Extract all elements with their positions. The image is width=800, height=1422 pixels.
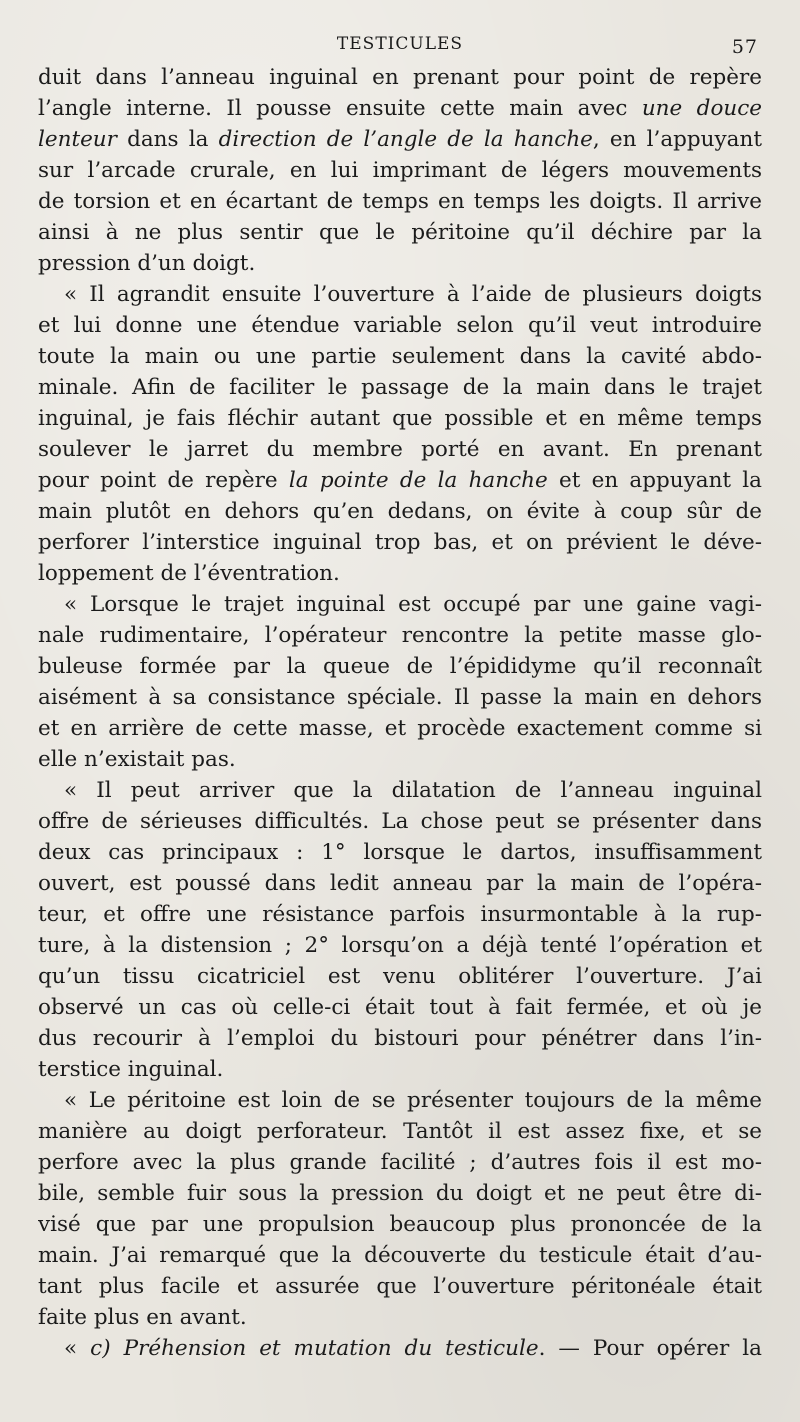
text-line — [38, 1302, 762, 1333]
text-line — [38, 155, 762, 186]
text-segment: teur, et offre une résistance parfois insurmontable à la rup- — [38, 902, 762, 927]
text-segment: bile, semble fuir sous la pression du doigt et ne peut être di- — [38, 1181, 762, 1206]
text-line — [38, 744, 762, 775]
italic-text: direction de l’angle de la hanche — [218, 127, 593, 152]
text-line — [38, 992, 762, 1023]
text-segment: aisément à sa consistance spéciale. Il passe la main en dehors — [38, 685, 762, 710]
text-segment: duit dans l’anneau inguinal en prenant pour point de repère — [38, 65, 762, 90]
text-line — [38, 1147, 762, 1178]
text-line — [38, 775, 762, 806]
body-text — [38, 62, 762, 1364]
text-line — [38, 527, 762, 558]
text-segment: pour point de repère — [38, 468, 289, 493]
text-segment: elle n’existait pas. — [38, 747, 236, 772]
text-segment: l’angle interne. Il pousse ensuite cette main avec — [38, 96, 642, 121]
text-segment: « — [64, 1336, 91, 1361]
text-line — [38, 1240, 762, 1271]
text-segment: dus recourir à l’emploi du bistouri pour pénétrer dans l’in- — [38, 1026, 762, 1051]
text-line — [38, 713, 762, 744]
text-line — [38, 961, 762, 992]
text-segment: perfore avec la plus grande facilité ; d’autres fois il est mo- — [38, 1150, 762, 1175]
text-line — [38, 403, 762, 434]
page-header — [38, 30, 762, 62]
text-line — [38, 868, 762, 899]
text-segment: offre de sérieuses difficultés. La chose peut se présenter dans — [38, 809, 762, 834]
text-line — [38, 1085, 762, 1116]
italic-text: lenteur — [38, 127, 117, 152]
text-line — [38, 496, 762, 527]
text-segment: inguinal, je fais fléchir autant que possible et en même temps — [38, 406, 762, 431]
text-line — [38, 682, 762, 713]
text-segment: ouvert, est poussé dans ledit anneau par la main de l’opéra- — [38, 871, 762, 896]
text-line — [38, 589, 762, 620]
text-segment: et lui donne une étendue variable selon qu’il veut introduire — [38, 313, 762, 338]
text-segment: toute la main ou une partie seulement dans la cavité abdo- — [38, 344, 762, 369]
text-line — [38, 930, 762, 961]
text-segment: perforer l’interstice inguinal trop bas, et on prévient le déve- — [38, 530, 762, 555]
text-line — [38, 620, 762, 651]
text-line — [38, 310, 762, 341]
text-line — [38, 93, 762, 124]
italic-text: c) Préhension et mutation du testicule — [90, 1336, 539, 1361]
text-segment: buleuse formée par la queue de l’épididyme qu’il reconnaît — [38, 654, 762, 679]
text-segment: « Le péritoine est loin de se présenter toujours de la même — [64, 1088, 762, 1113]
text-line — [38, 217, 762, 248]
text-segment: nale rudimentaire, l’opérateur rencontre la petite masse glo- — [38, 623, 762, 648]
text-segment: deux cas principaux : 1° lorsque le dartos, insuffisamment — [38, 840, 762, 865]
running-title: TESTICULES — [336, 34, 464, 54]
text-segment: de torsion et en écartant de temps en temps les doigts. Il arrive — [38, 189, 762, 214]
text-line — [38, 1178, 762, 1209]
text-segment: pression d’un doigt. — [38, 251, 256, 276]
text-line — [38, 806, 762, 837]
text-segment: main. J’ai remarqué que la découverte du testicule était d’au- — [38, 1243, 762, 1268]
text-line — [38, 465, 762, 496]
text-segment: soulever le jarret du membre porté en avant. En prenant — [38, 437, 762, 462]
text-segment: et en appuyant la — [547, 468, 762, 493]
text-line — [38, 341, 762, 372]
text-line — [38, 651, 762, 682]
text-line — [38, 62, 762, 93]
text-line — [38, 1271, 762, 1302]
text-line — [38, 558, 762, 589]
text-line — [38, 372, 762, 403]
text-segment: « Il agrandit ensuite l’ouverture à l’aide de plusieurs doigts — [64, 282, 762, 307]
text-segment: « Il peut arriver que la dilatation de l’anneau inguinal — [64, 778, 762, 803]
text-line — [38, 1116, 762, 1147]
text-segment: terstice inguinal. — [38, 1057, 224, 1082]
text-segment: minale. Afin de faciliter le passage de la main dans le trajet — [38, 375, 762, 400]
text-line — [38, 248, 762, 279]
text-segment: loppement de l’éventration. — [38, 561, 340, 586]
italic-text: une douce — [641, 96, 762, 121]
text-segment: main plutôt en dehors qu’en dedans, on évite à coup sûr de — [38, 499, 762, 524]
text-line — [38, 1054, 762, 1085]
text-segment: ainsi à ne plus sentir que le péritoine qu’il déchire par la — [38, 220, 762, 245]
italic-text: la pointe de la hanche — [288, 468, 548, 493]
page-number: 57 — [731, 36, 758, 58]
text-line — [38, 279, 762, 310]
text-line — [38, 186, 762, 217]
text-line — [38, 1333, 762, 1364]
text-line — [38, 1209, 762, 1240]
text-segment: , en l’appuyant — [592, 127, 762, 152]
text-segment: dans la — [116, 127, 219, 152]
text-segment: faite plus en avant. — [38, 1305, 247, 1330]
text-segment: « Lorsque le trajet inguinal est occupé par une gaine vagi- — [64, 592, 762, 617]
text-segment: . — Pour opérer la — [538, 1336, 762, 1361]
text-segment: sur l’arcade crurale, en lui imprimant de légers mouvements — [38, 158, 762, 183]
text-segment: qu’un tissu cicatriciel est venu oblitérer l’ouverture. J’ai — [38, 964, 762, 989]
text-segment: tant plus facile et assurée que l’ouverture péritonéale était — [38, 1274, 762, 1299]
text-segment: observé un cas où celle-ci était tout à fait fermée, et où je — [38, 995, 762, 1020]
text-segment: visé que par une propulsion beaucoup plus prononcée de la — [38, 1212, 762, 1237]
text-line — [38, 434, 762, 465]
text-line — [38, 837, 762, 868]
text-segment: ture, à la distension ; 2° lorsqu’on a déjà tenté l’opération et — [38, 933, 762, 958]
text-line — [38, 899, 762, 930]
text-segment: et en arrière de cette masse, et procède exactement comme si — [38, 716, 762, 741]
text-segment: manière au doigt perforateur. Tantôt il est assez fixe, et se — [38, 1119, 762, 1144]
text-line — [38, 1023, 762, 1054]
text-line — [38, 124, 762, 155]
